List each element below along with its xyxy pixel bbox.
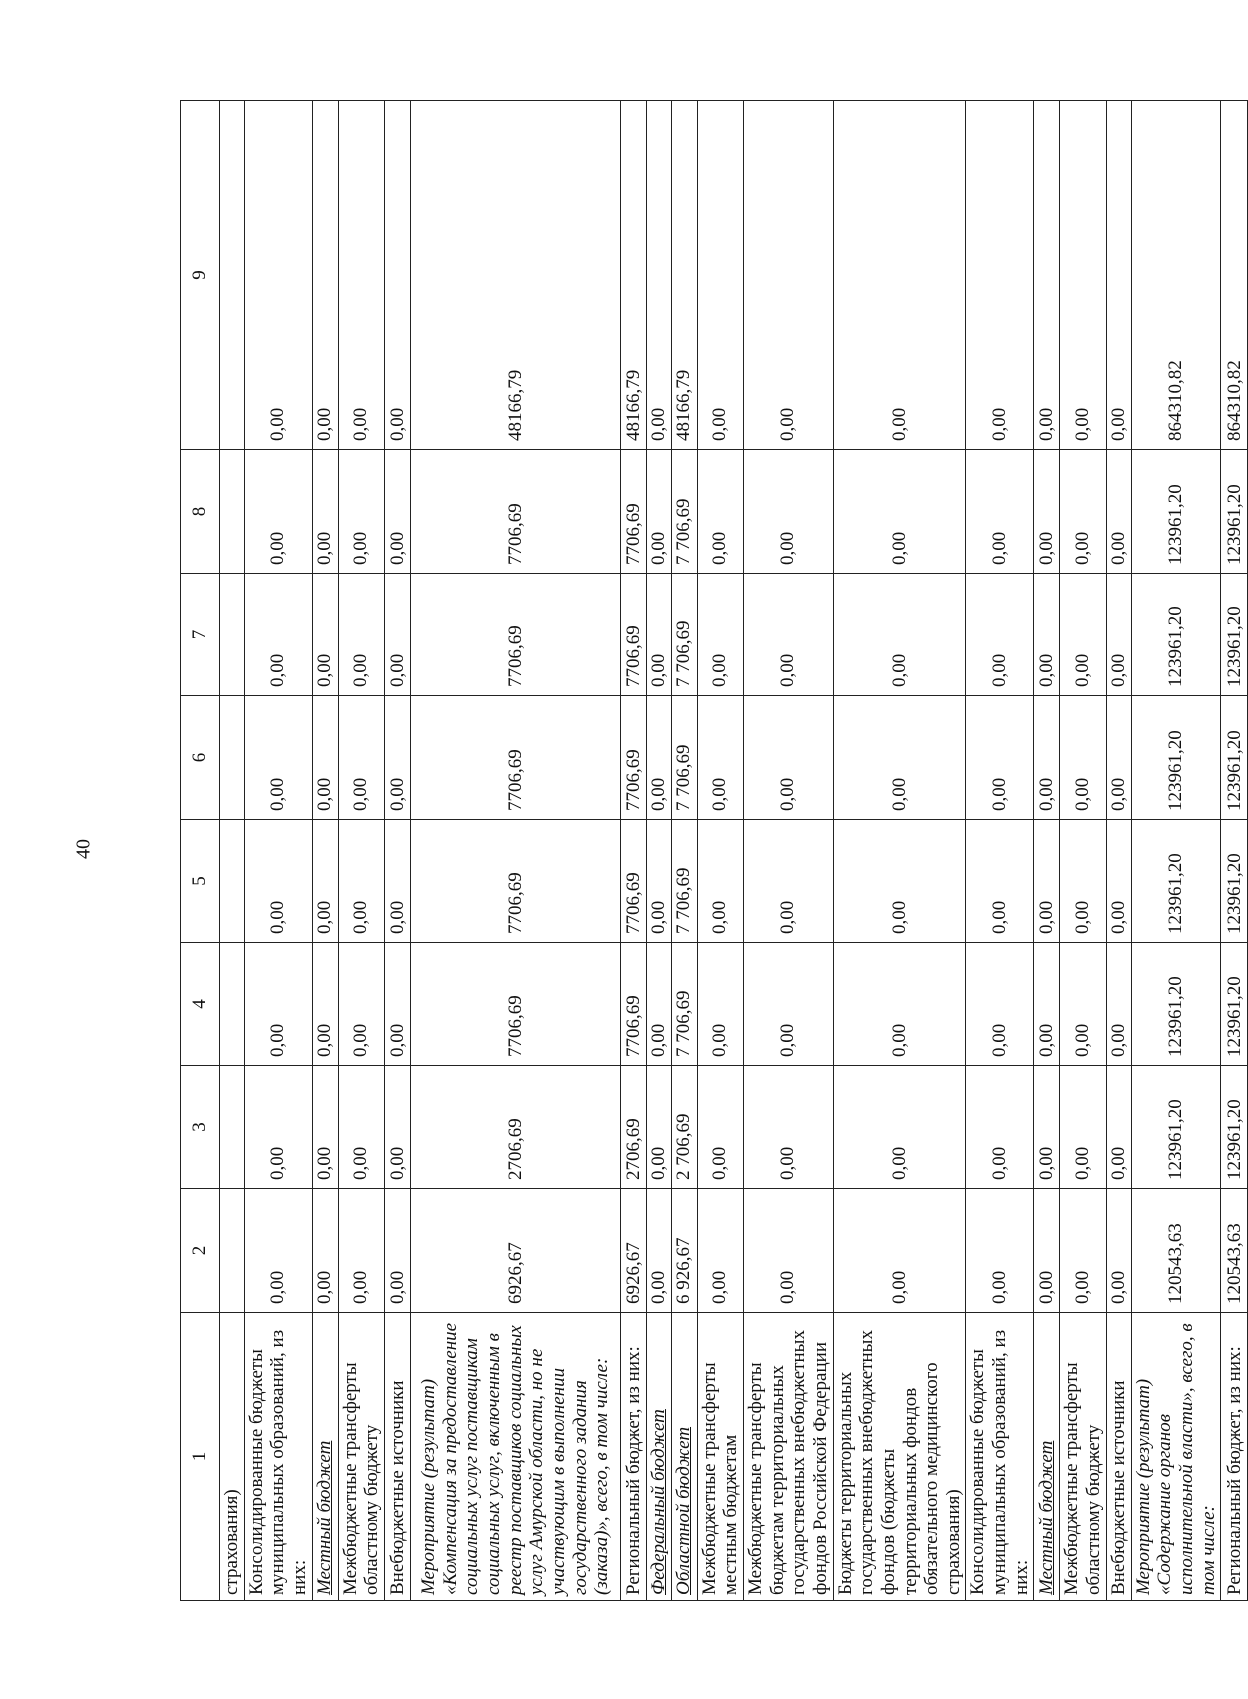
row-label	[220, 1313, 245, 1601]
value-cell-col-9: 0,00	[646, 101, 671, 450]
value-cell-col-8: 0,00	[312, 450, 338, 574]
value-cell-col-2: 6926,67	[620, 1189, 646, 1313]
value-cell-col-8	[220, 450, 245, 574]
value-cell-col-9: 48166,79	[620, 101, 646, 450]
value-cell-col-7: 0,00	[966, 574, 1034, 696]
row-label	[1131, 1313, 1221, 1601]
row-label-text: Внебюджетные источники	[386, 1380, 408, 1595]
value-cell-col-6: 0,00	[697, 696, 743, 820]
value-cell-col-2: 0,00	[697, 1189, 743, 1313]
value-cell-col-8: 0,00	[384, 450, 410, 574]
value-cell-col-7: 0,00	[312, 574, 338, 696]
header-cell-col-4: 4	[181, 943, 220, 1066]
value-cell-col-8: 0,00	[1060, 450, 1106, 574]
value-cell-col-4: 123961,20	[1131, 943, 1221, 1066]
value-cell-col-7: 0,00	[743, 574, 833, 696]
value-cell-col-9: 48166,79	[410, 101, 620, 450]
value-cell-col-5: 123961,20	[1221, 820, 1248, 943]
value-cell-col-5: 0,00	[743, 820, 833, 943]
value-cell-col-5: 0,00	[833, 820, 966, 943]
value-cell-col-6: 7706,69	[410, 696, 620, 820]
value-cell-col-2: 0,00	[743, 1189, 833, 1313]
value-cell-col-4: 0,00	[338, 943, 384, 1066]
value-cell-col-2	[220, 1189, 245, 1313]
value-cell-col-5	[220, 820, 245, 943]
row-label	[312, 1313, 338, 1601]
value-cell-col-4: 0,00	[966, 943, 1034, 1066]
value-cell-col-6: 7 706,69	[671, 696, 697, 820]
value-cell-col-4: 0,00	[697, 943, 743, 1066]
row-label-text: Федеральный бюджет	[647, 1409, 669, 1595]
row-label-text: Межбюджетные трансферты местным бюджетам	[698, 1362, 742, 1595]
value-cell-col-6: 0,00	[244, 696, 312, 820]
value-cell-col-5: 0,00	[646, 820, 671, 943]
value-cell-col-6: 0,00	[1034, 696, 1060, 820]
row-label	[384, 1313, 410, 1601]
value-cell-col-9: 0,00	[743, 101, 833, 450]
table-header-row	[181, 101, 220, 1601]
value-cell-col-3: 123961,20	[1131, 1066, 1221, 1189]
value-cell-col-3: 0,00	[1060, 1066, 1106, 1189]
value-cell-col-7: 0,00	[338, 574, 384, 696]
table-body	[181, 101, 1248, 1601]
value-cell-col-8: 0,00	[1034, 450, 1060, 574]
row-label	[244, 1313, 312, 1601]
value-cell-col-9: 0,00	[697, 101, 743, 450]
value-cell-col-6	[220, 696, 245, 820]
value-cell-col-5: 0,00	[697, 820, 743, 943]
value-cell-col-3: 0,00	[338, 1066, 384, 1189]
value-cell-col-8: 0,00	[966, 450, 1034, 574]
value-cell-col-3: 0,00	[646, 1066, 671, 1189]
value-cell-col-7: 0,00	[244, 574, 312, 696]
value-cell-col-8: 123961,20	[1131, 450, 1221, 574]
header-cell-col-5: 5	[181, 820, 220, 943]
table-row	[220, 101, 245, 1601]
table-row	[671, 101, 697, 1601]
value-cell-col-2: 120543,63	[1131, 1189, 1221, 1313]
row-label-text: Внебюджетные источники	[1107, 1380, 1129, 1595]
value-cell-col-7: 0,00	[1034, 574, 1060, 696]
budget-table	[180, 100, 1248, 1601]
table-container	[180, 101, 1245, 1601]
value-cell-col-3: 0,00	[743, 1066, 833, 1189]
value-cell-col-9: 864310,82	[1221, 101, 1248, 450]
value-cell-col-5: 0,00	[1034, 820, 1060, 943]
header-cell-col-3: 3	[181, 1066, 220, 1189]
value-cell-col-8: 0,00	[833, 450, 966, 574]
value-cell-col-4: 123961,20	[1221, 943, 1248, 1066]
row-label	[646, 1313, 671, 1601]
value-cell-col-8: 0,00	[646, 450, 671, 574]
table-row	[312, 101, 338, 1601]
table-row	[743, 101, 833, 1601]
value-cell-col-3: 2706,69	[620, 1066, 646, 1189]
value-cell-col-2: 0,00	[1034, 1189, 1060, 1313]
value-cell-col-5: 0,00	[338, 820, 384, 943]
row-label-text: Региональный бюджет, из них:	[622, 1346, 644, 1595]
table-row	[646, 101, 671, 1601]
value-cell-col-8: 0,00	[244, 450, 312, 574]
row-label	[1060, 1313, 1106, 1601]
value-cell-col-2: 0,00	[384, 1189, 410, 1313]
value-cell-col-6: 123961,20	[1221, 696, 1248, 820]
value-cell-col-7: 0,00	[697, 574, 743, 696]
table-row	[384, 101, 410, 1601]
page-number: 40	[72, 839, 95, 859]
table-row	[338, 101, 384, 1601]
row-label-text: Местный бюджет	[314, 1440, 336, 1595]
row-label	[1034, 1313, 1060, 1601]
value-cell-col-5: 0,00	[1106, 820, 1131, 943]
value-cell-col-7: 0,00	[384, 574, 410, 696]
header-cell-col-8: 8	[181, 450, 220, 574]
value-cell-col-2: 0,00	[338, 1189, 384, 1313]
table-row	[1060, 101, 1106, 1601]
value-cell-col-7: 0,00	[646, 574, 671, 696]
value-cell-col-9: 864310,82	[1131, 101, 1221, 450]
value-cell-col-3: 0,00	[1034, 1066, 1060, 1189]
value-cell-col-3: 123961,20	[1221, 1066, 1248, 1189]
value-cell-col-9: 0,00	[338, 101, 384, 450]
value-cell-col-5: 7706,69	[410, 820, 620, 943]
row-label-text: Областной бюджет	[673, 1426, 695, 1595]
value-cell-col-6: 0,00	[966, 696, 1034, 820]
row-label	[833, 1313, 966, 1601]
value-cell-col-3: 0,00	[384, 1066, 410, 1189]
table-row	[410, 101, 620, 1601]
value-cell-col-7: 0,00	[1106, 574, 1131, 696]
row-label-text: Бюджеты территориальных государственных внебюджетных фондов (бюджеты территориальных фондов обязательного медицинского страхования)	[834, 1330, 964, 1595]
row-label-text: Мероприятие (результат) «Содержание органов исполнительной власти», всего, в том числе:	[1132, 1323, 1219, 1595]
value-cell-col-3: 0,00	[833, 1066, 966, 1189]
value-cell-col-4: 0,00	[1060, 943, 1106, 1066]
value-cell-col-2: 0,00	[1106, 1189, 1131, 1313]
value-cell-col-2: 120543,63	[1221, 1189, 1248, 1313]
table-row	[1106, 101, 1131, 1601]
row-label-text: Местный бюджет	[1036, 1440, 1058, 1595]
row-label-text: Региональный бюджет, из них:	[1223, 1346, 1245, 1595]
value-cell-col-9: 0,00	[1106, 101, 1131, 450]
value-cell-col-9: 48166,79	[671, 101, 697, 450]
row-label	[1221, 1313, 1248, 1601]
value-cell-col-4: 0,00	[1106, 943, 1131, 1066]
value-cell-col-6: 0,00	[646, 696, 671, 820]
value-cell-col-8: 0,00	[697, 450, 743, 574]
value-cell-col-7: 7 706,69	[671, 574, 697, 696]
header-cell-col-1: 1	[181, 1313, 220, 1601]
row-label-text: Консолидированные бюджеты муниципальных образований, из них:	[245, 1329, 310, 1595]
value-cell-col-9: 0,00	[384, 101, 410, 450]
row-label-text: Консолидированные бюджеты муниципальных образований, из них:	[967, 1329, 1032, 1595]
value-cell-col-8: 0,00	[338, 450, 384, 574]
value-cell-col-4: 0,00	[743, 943, 833, 1066]
value-cell-col-6: 7706,69	[620, 696, 646, 820]
row-label	[966, 1313, 1034, 1601]
value-cell-col-3: 2706,69	[410, 1066, 620, 1189]
value-cell-col-3: 0,00	[312, 1066, 338, 1189]
value-cell-col-9: 0,00	[244, 101, 312, 450]
row-label	[743, 1313, 833, 1601]
value-cell-col-9: 0,00	[966, 101, 1034, 450]
value-cell-col-2: 0,00	[646, 1189, 671, 1313]
value-cell-col-3: 0,00	[697, 1066, 743, 1189]
value-cell-col-5: 0,00	[1060, 820, 1106, 943]
row-label-text: Мероприятие (результат) «Компенсация за предоставление социальных услуг поставщикам социальных услуг, включенным в реестр поставщиков социальных услуг Амурской области, но не участвующим в выполнении государственного задания (заказа)», всего, в том числе:	[417, 1322, 613, 1595]
row-label-text: Межбюджетные трансферты областному бюджету	[339, 1362, 383, 1595]
value-cell-col-6: 0,00	[312, 696, 338, 820]
value-cell-col-5: 123961,20	[1131, 820, 1221, 943]
value-cell-col-6: 0,00	[338, 696, 384, 820]
value-cell-col-4: 0,00	[646, 943, 671, 1066]
value-cell-col-8: 7706,69	[410, 450, 620, 574]
value-cell-col-7	[220, 574, 245, 696]
row-label-text: страхования)	[221, 1489, 242, 1595]
row-label	[671, 1313, 697, 1601]
value-cell-col-6: 0,00	[743, 696, 833, 820]
value-cell-col-6: 123961,20	[1131, 696, 1221, 820]
value-cell-col-4: 0,00	[833, 943, 966, 1066]
value-cell-col-8: 7 706,69	[671, 450, 697, 574]
value-cell-col-6: 0,00	[833, 696, 966, 820]
table-row	[1221, 101, 1248, 1601]
value-cell-col-6: 0,00	[384, 696, 410, 820]
value-cell-col-2: 0,00	[244, 1189, 312, 1313]
value-cell-col-5: 0,00	[312, 820, 338, 943]
value-cell-col-6: 0,00	[1060, 696, 1106, 820]
value-cell-col-2: 6926,67	[410, 1189, 620, 1313]
header-cell-col-2: 2	[181, 1189, 220, 1313]
value-cell-col-9	[220, 101, 245, 450]
value-cell-col-8: 0,00	[743, 450, 833, 574]
value-cell-col-2: 0,00	[966, 1189, 1034, 1313]
value-cell-col-3	[220, 1066, 245, 1189]
table-row	[1131, 101, 1221, 1601]
value-cell-col-2: 0,00	[1060, 1189, 1106, 1313]
value-cell-col-7: 0,00	[833, 574, 966, 696]
value-cell-col-3: 2 706,69	[671, 1066, 697, 1189]
rotated-table-frame	[180, 101, 1245, 1601]
value-cell-col-8: 123961,20	[1221, 450, 1248, 574]
value-cell-col-2: 0,00	[833, 1189, 966, 1313]
row-label-text: Межбюджетные трансферты бюджетам территориальных государственных внебюджетных фондов Российской Федерации	[744, 1330, 831, 1595]
value-cell-col-8: 7706,69	[620, 450, 646, 574]
value-cell-col-9: 0,00	[312, 101, 338, 450]
value-cell-col-3: 0,00	[1106, 1066, 1131, 1189]
value-cell-col-5: 0,00	[384, 820, 410, 943]
header-cell-col-6: 6	[181, 696, 220, 820]
value-cell-col-5: 7706,69	[620, 820, 646, 943]
value-cell-col-4: 0,00	[384, 943, 410, 1066]
row-label-text: Межбюджетные трансферты областному бюджету	[1061, 1362, 1105, 1595]
value-cell-col-9: 0,00	[833, 101, 966, 450]
value-cell-col-4: 7 706,69	[671, 943, 697, 1066]
table-row	[244, 101, 312, 1601]
value-cell-col-7: 7706,69	[620, 574, 646, 696]
row-label	[410, 1313, 620, 1601]
row-label	[697, 1313, 743, 1601]
value-cell-col-9: 0,00	[1060, 101, 1106, 450]
value-cell-col-2: 0,00	[312, 1189, 338, 1313]
row-label	[338, 1313, 384, 1601]
table-row	[620, 101, 646, 1601]
value-cell-col-5: 0,00	[966, 820, 1034, 943]
value-cell-col-3: 0,00	[244, 1066, 312, 1189]
value-cell-col-4: 0,00	[312, 943, 338, 1066]
value-cell-col-6: 0,00	[1106, 696, 1131, 820]
row-label	[620, 1313, 646, 1601]
header-cell-col-7: 7	[181, 574, 220, 696]
value-cell-col-8: 0,00	[1106, 450, 1131, 574]
value-cell-col-7: 7706,69	[410, 574, 620, 696]
table-row	[966, 101, 1034, 1601]
table-row	[833, 101, 966, 1601]
value-cell-col-7: 0,00	[1060, 574, 1106, 696]
value-cell-col-4: 0,00	[244, 943, 312, 1066]
row-label	[1106, 1313, 1131, 1601]
header-cell-col-9: 9	[181, 101, 220, 450]
value-cell-col-5: 7 706,69	[671, 820, 697, 943]
value-cell-col-3: 0,00	[966, 1066, 1034, 1189]
value-cell-col-4: 7706,69	[620, 943, 646, 1066]
table-row	[697, 101, 743, 1601]
value-cell-col-4: 7706,69	[410, 943, 620, 1066]
value-cell-col-4	[220, 943, 245, 1066]
value-cell-col-5: 0,00	[244, 820, 312, 943]
value-cell-col-7: 123961,20	[1221, 574, 1248, 696]
table-row	[1034, 101, 1060, 1601]
value-cell-col-2: 6 926,67	[671, 1189, 697, 1313]
value-cell-col-4: 0,00	[1034, 943, 1060, 1066]
value-cell-col-7: 123961,20	[1131, 574, 1221, 696]
value-cell-col-9: 0,00	[1034, 101, 1060, 450]
